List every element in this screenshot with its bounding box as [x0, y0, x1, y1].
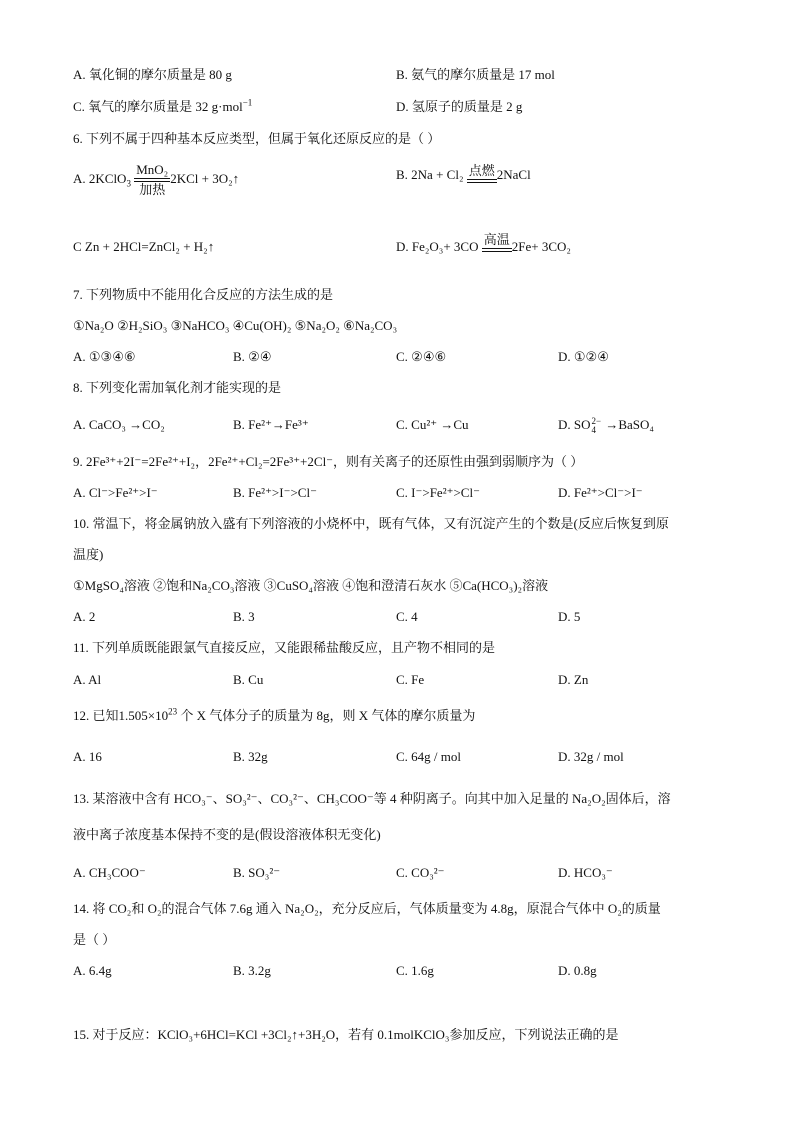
q14-option-c: C. 1.6g	[396, 963, 434, 978]
q8-d-ion: D. SO	[558, 417, 591, 432]
q6-b-reactant: B. 2Na + Cl₂	[396, 167, 464, 182]
q5-option-c	[73, 98, 252, 116]
q15-stem: 15. 对于反应：KClO₃+6HCl=KCl +3Cl₂↑+3H₂O，若有 0.1molKClO₃参加反应，下列说法正确的是	[73, 1027, 619, 1042]
q6-b-ignite: 点燃	[468, 163, 495, 178]
q14-option-b: B. 3.2g	[233, 963, 271, 978]
q9-option-a: A. Cl⁻>Fe²⁺>I⁻	[73, 485, 158, 500]
q7-stem: 7. 下列物质中不能用化合反应的方法生成的是	[73, 287, 334, 302]
q10-items: ①MgSO₄溶液 ②饱和Na₂CO₃溶液 ③CuSO₄溶液 ④饱和澄清石灰水 ⑤Ca(HCO₃)₂溶液	[73, 578, 549, 593]
q11-option-b: B. Cu	[233, 672, 264, 687]
q13-option-d: D. HCO₃⁻	[558, 865, 613, 880]
q6-a-condition	[134, 162, 170, 198]
q7-option-b: B. ②④	[233, 349, 272, 364]
q9-option-b: B. Fe²⁺>I⁻>Cl⁻	[233, 485, 317, 500]
q14-option-d: D. 0.8g	[558, 963, 597, 978]
q14-option-a: A. 6.4g	[73, 963, 112, 978]
q6-a-catalyst: MnO₂	[136, 162, 169, 177]
q6-option-b	[396, 163, 531, 184]
q5-option-b: B. 氨气的摩尔质量是 17 mol	[396, 67, 555, 82]
q7-option-a: A. ①③④⑥	[73, 349, 136, 364]
q6-d-reactant: D. Fe₂O₃+ 3CO	[396, 239, 479, 254]
q10-option-b: B. 3	[233, 609, 255, 624]
q6-b-condition	[467, 163, 497, 183]
q6-a-heat: 加热	[139, 182, 166, 197]
q11-option-d: D. Zn	[558, 672, 589, 687]
q5-option-c-text: C. 氧气的摩尔质量是 32 g·mol	[73, 99, 243, 114]
q8-d-subsup: 2− 4	[591, 416, 602, 436]
q11-option-a: A. Al	[73, 672, 102, 687]
q12-stem-exponent: 23	[168, 706, 178, 717]
q8-option-d	[558, 416, 654, 435]
q13-stem-line2: 液中离子浓度基本保持不变的是(假设溶液体积无变化)	[73, 827, 381, 842]
q6-a-product: 2KCl + 3O₂↑	[170, 170, 240, 186]
q6-a-reactant: A. 2KClO	[73, 170, 127, 186]
q13-option-a: A. CH₃COO⁻	[73, 865, 146, 880]
q6-d-product: 2Fe+ 3CO₂	[511, 239, 571, 254]
q5-option-d: D. 氢原子的质量是 2 g	[396, 99, 523, 114]
q6-d-condition	[482, 232, 512, 252]
q11-stem: 11. 下列单质既能跟氯气直接反应，又能跟稀盐酸反应，且产物不相同的是	[73, 640, 496, 655]
q12-stem-number: 12. 已知1.505×10	[73, 708, 169, 723]
q6-b-product: 2NaCl	[496, 167, 531, 182]
q9-stem: 9. 2Fe³⁺+2I⁻=2Fe²⁺+I₂，2Fe²⁺+Cl₂=2Fe³⁺+2Cl⁻，则有关离子的还原性由强到弱顺序为（ ）	[73, 454, 584, 469]
q5-option-a: A. 氧化铜的摩尔质量是 80 g	[73, 67, 232, 82]
q8-option-c: C. Cu²⁺ →Cu	[396, 417, 469, 432]
q6-option-d	[396, 225, 571, 252]
q6-d-hightemp: 高温	[483, 232, 510, 247]
q11-option-c: C. Fe	[396, 672, 425, 687]
q12-option-d: D. 32g / mol	[558, 749, 624, 764]
q14-stem-line2: 是（ ）	[73, 932, 116, 947]
q13-stem-line1: 13. 某溶液中含有 HCO₃⁻、SO₃²⁻、CO₃²⁻、CH₃COO⁻等 4 种阴离子。向其中加入足量的 Na₂O₂固体后，溶	[73, 791, 671, 806]
q9-option-c: C. I⁻>Fe²⁺>Cl⁻	[396, 485, 480, 500]
q7-items: ①Na₂O ②H₂SiO₃ ③NaHCO₃ ④Cu(OH)₂ ⑤Na₂O₂ ⑥Na₂CO₃	[73, 318, 398, 333]
q12-option-b: B. 32g	[233, 749, 268, 764]
q13-option-b: B. SO₃²⁻	[233, 865, 281, 880]
q12-option-c: C. 64g / mol	[396, 749, 462, 764]
q8-option-b: B. Fe²⁺→Fe³⁺	[233, 417, 309, 432]
q14-stem-line1: 14. 将 CO₂和 O₂的混合气体 7.6g 通入 Na₂O₂，充分反应后，气体质量变为 4.8g，原混合气体中 O₂的质量	[73, 901, 661, 916]
q8-d-product: →BaSO₄	[602, 417, 654, 432]
q10-stem-line1: 10. 常温下，将金属钠放入盛有下列溶液的小烧杯中，既有气体，又有沉淀产生的个数是(反应后恢复到原	[73, 516, 669, 531]
q6-stem: 6. 下列不属于四种基本反应类型，但属于氧化还原反应的是（ ）	[73, 131, 441, 146]
q7-option-c: C. ②④⑥	[396, 349, 447, 364]
q12-option-a: A. 16	[73, 749, 102, 764]
q10-stem-line2: 温度)	[73, 547, 104, 562]
q10-option-d: D. 5	[558, 609, 581, 624]
q8-option-a: A. CaCO₃ →CO₂	[73, 417, 165, 432]
q5-option-c-exponent: −1	[242, 97, 253, 108]
q10-option-a: A. 2	[73, 609, 96, 624]
q8-stem: 8. 下列变化需加氧化剂才能实现的是	[73, 380, 282, 395]
q6-option-c: C Zn + 2HCl=ZnCl₂ + H₂↑	[73, 239, 215, 254]
q6-option-a: A. 2KClO$_3$ MnO₂ 加热 2KCl + 3O₂↑	[73, 162, 240, 197]
q9-option-d: D. Fe²⁺>Cl⁻>I⁻	[558, 485, 643, 500]
q7-option-d: D. ①②④	[558, 349, 609, 364]
q12-stem	[73, 707, 475, 725]
q10-option-c: C. 4	[396, 609, 418, 624]
q12-stem-text: 个 X 气体分子的质量为 8g，则 X 气体的摩尔质量为	[177, 708, 476, 723]
q13-option-c: C. CO₃²⁻	[396, 865, 445, 880]
